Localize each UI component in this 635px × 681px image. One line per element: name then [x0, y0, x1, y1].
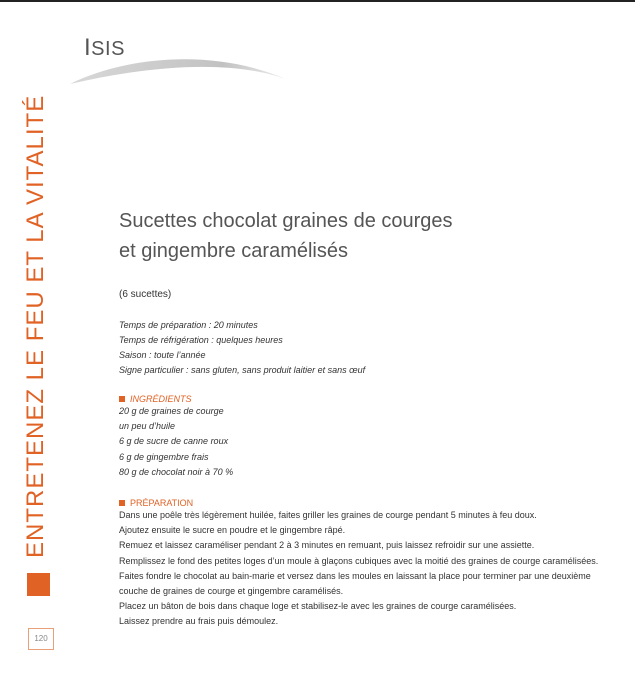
- preparation-line: Faites fondre le chocolat au bain-marie et versez dans les moules en laissant la place pour terminer par une deuxième: [119, 570, 591, 581]
- recipe-title: [119, 206, 453, 266]
- preparation-line: Remuez et laissez caraméliser pendant 2 à 3 minutes en remuant, puis laissez refroidir sur une assiette.: [119, 540, 535, 551]
- preparation-line: couche de graines de courge et gingembre caramélisés.: [119, 586, 344, 597]
- ingredients-section: [119, 394, 233, 480]
- brand-rest: SIS: [91, 38, 125, 60]
- section-title-vertical: ENTRETENEZ LE FEU ET LA VITALITÉ: [22, 94, 49, 558]
- section-marker-square: [27, 573, 50, 596]
- preparation-line: Ajoutez ensuite le sucre en poudre et le gingembre râpé.: [119, 525, 346, 536]
- preparation-line: Remplissez le fond des petites loges d’un moule à glaçons cubiques avec la moitié des graines de courge caramélisées.: [119, 555, 599, 566]
- ingredient-item: 6 g de sucre de canne roux: [119, 436, 229, 447]
- recipe-title-line-2: et gingembre caramélisés: [119, 240, 348, 262]
- ingredients-list: [119, 404, 233, 480]
- preparation-heading: [119, 498, 619, 508]
- section-bullet-icon: [119, 396, 125, 402]
- ingredient-item: 20 g de graines de courge: [119, 406, 224, 416]
- preparation-line: Placez un bâton de bois dans chaque loge et stabilisez-le avec les graines de courge caramélisées.: [119, 601, 517, 612]
- ingredient-item: 6 g de gingembre frais: [119, 451, 209, 462]
- preparation-heading-label: PRÉPARATION: [130, 498, 194, 508]
- meta-chill-time: Temps de réfrigération : quelques heures: [119, 335, 283, 345]
- ingredient-item: 80 g de chocolat noir à 70 %: [119, 466, 234, 477]
- preparation-line: Dans une poêle très légèrement huilée, faites griller les graines de courge pendant 5 minutes à feu doux.: [119, 510, 537, 520]
- top-rule: [0, 0, 635, 2]
- ingredients-heading-label: INGRÉDIENTS: [130, 394, 192, 404]
- meta-dietary-notes: Signe particulier : sans gluten, sans produit laitier et sans œuf: [119, 365, 366, 375]
- preparation-section: [119, 498, 619, 630]
- recipe-yield: (6 sucettes): [119, 289, 172, 300]
- recipe-meta: [119, 318, 365, 378]
- page-number: 120: [28, 628, 54, 650]
- preparation-steps: [119, 508, 619, 630]
- ingredients-heading: [119, 394, 233, 404]
- section-bullet-icon: [119, 500, 125, 506]
- meta-season: Saison : toute l’année: [119, 350, 206, 360]
- decorative-swoosh: [66, 50, 296, 100]
- meta-prep-time: Temps de préparation : 20 minutes: [119, 320, 258, 330]
- recipe-title-line-1: Sucettes chocolat graines de courges: [119, 210, 453, 232]
- ingredient-item: un peu d’huile: [119, 421, 176, 432]
- preparation-line: Laissez prendre au frais puis démoulez.: [119, 616, 279, 627]
- brand-initial: I: [84, 34, 92, 61]
